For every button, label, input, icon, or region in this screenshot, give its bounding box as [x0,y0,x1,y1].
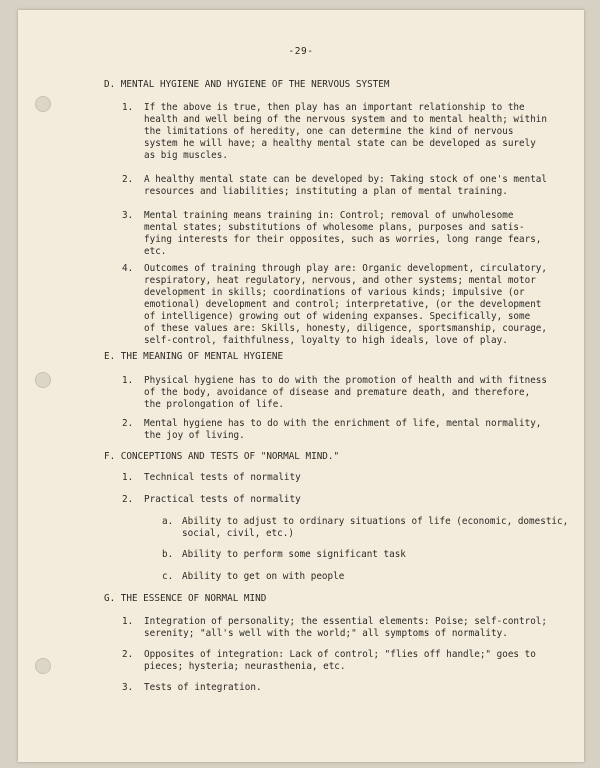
item-line: respiratory, heat regulatory, nervous, and other systems; mental motor [144,275,536,286]
item-line: system he will have; a healthy mental state can be developed as surely [144,138,536,149]
item-number: 2. [122,174,134,185]
subitem-line: Ability to adjust to ordinary situations of life (economic, domestic, [182,516,569,527]
item-line: health and well being of the nervous system and to mental health; within [144,114,547,125]
punch-hole [35,658,51,674]
item-number: 3. [122,210,134,221]
item-number: 2. [122,494,134,505]
subitem-letter: b. [162,549,174,560]
item-line: Technical tests of normality [144,472,301,483]
punch-hole [35,372,51,388]
item-line: fying interests for their opposites, such as worries, long range fears, [144,234,542,245]
subitem-line: Ability to get on with people [182,571,345,582]
item-line: Mental training means training in: Control; removal of unwholesome [144,210,514,221]
item-line: the limitations of heredity, one can determine the kind of nervous [144,126,514,137]
subitem-letter: c. [162,571,174,582]
item-number: 2. [122,418,134,429]
item-line: etc. [144,246,167,257]
item-number: 1. [122,472,134,483]
subitem-letter: a. [162,516,174,527]
section-heading: E. THE MEANING OF MENTAL HYGIENE [104,351,284,362]
item-line: the joy of living. [144,430,245,441]
item-line: resources and liabilities; instituting a plan of mental training. [144,186,508,197]
section-heading: D. MENTAL HYGIENE AND HYGIENE OF THE NERVOUS SYSTEM [104,79,390,90]
item-line: Integration of personality; the essential elements: Poise; self-control; [144,616,547,627]
document-page [18,10,584,762]
item-number: 3. [122,682,134,693]
item-line: If the above is true, then play has an important relationship to the [144,102,525,113]
item-line: of the body, avoidance of disease and premature death, and therefore, [144,387,531,398]
item-line: pieces; hysteria; neurasthenia, etc. [144,661,346,672]
item-line: of intelligence) growing out of widening expanses. Specifically, some [144,311,531,322]
item-line: Practical tests of normality [144,494,301,505]
item-line: Outcomes of training through play are: Organic development, circulatory, [144,263,547,274]
item-line: of these values are: Skills, honesty, diligence, sportsmanship, courage, [144,323,547,334]
item-line: Mental hygiene has to do with the enrichment of life, mental normality, [144,418,542,429]
subitem-line: social, civil, etc.) [182,528,294,539]
item-line: development in skills; coordinations of various kinds; impulsive (or [144,287,525,298]
item-line: Tests of integration. [144,682,262,693]
item-number: 4. [122,263,134,274]
subitem-line: Ability to perform some significant task [182,549,406,560]
item-line: the prolongation of life. [144,399,284,410]
section-heading: G. THE ESSENCE OF NORMAL MIND [104,593,267,604]
section-heading: F. CONCEPTIONS AND TESTS OF "NORMAL MIND." [104,451,340,462]
item-line: Opposites of integration: Lack of control; "flies off handle;" goes to [144,649,536,660]
item-line: self-control, faithfulness, loyalty to high ideals, love of play. [144,335,508,346]
punch-hole [35,96,51,112]
item-number: 1. [122,616,134,627]
item-line: serenity; "all's well with the world;" all symptoms of normality. [144,628,508,639]
item-line: emotional) development and control; interpretative, (or the development [144,299,542,310]
item-number: 2. [122,649,134,660]
item-line: as big muscles. [144,150,228,161]
item-number: 1. [122,375,134,386]
item-line: A healthy mental state can be developed by: Taking stock of one's mental [144,174,547,185]
item-line: Physical hygiene has to do with the promotion of health and with fitness [144,375,547,386]
item-line: mental states; substitutions of wholesome plans, purposes and satis- [144,222,525,233]
page-number: -29- [288,46,314,57]
item-number: 1. [122,102,134,113]
